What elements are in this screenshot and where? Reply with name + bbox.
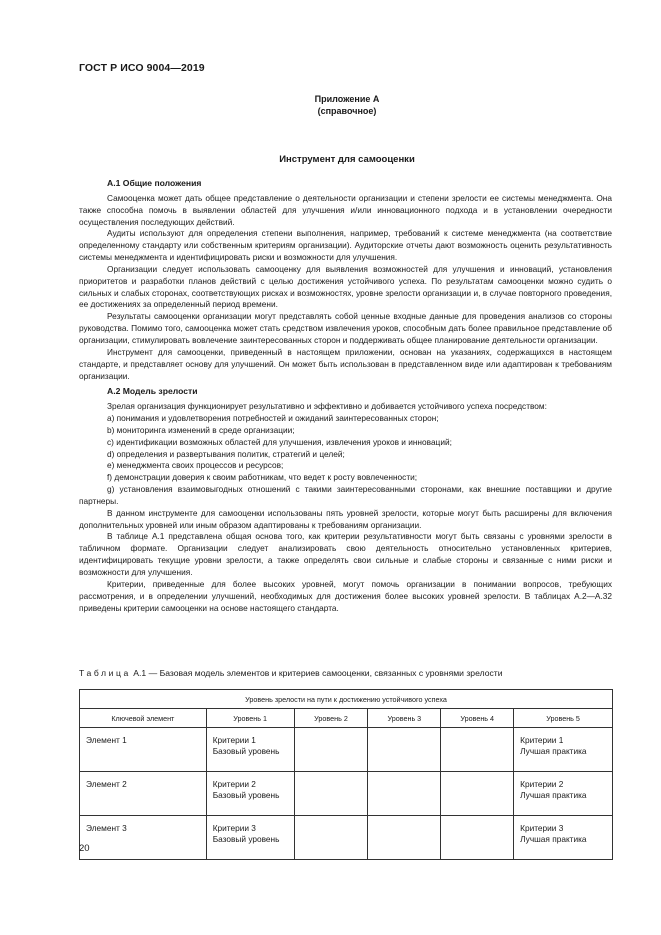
table-row <box>80 772 613 816</box>
level2-cell <box>294 816 368 860</box>
level3-cell <box>368 772 441 816</box>
level3-cell <box>368 728 441 772</box>
level-note: Лучшая практика <box>520 790 587 800</box>
level-note: Базовый уровень <box>212 746 280 756</box>
table-caption <box>79 668 503 678</box>
level5-cell <box>514 816 613 860</box>
main-title: Инструмент для самооценки <box>279 154 415 165</box>
document-header: ГОСТ Р ИСО 9004—2019 <box>79 62 205 74</box>
column-header: Уровень 1 <box>206 709 294 728</box>
list-item: f) демонстрации доверия к своим работникам, что ведет к росту вовлеченности; <box>107 472 418 483</box>
table-row <box>80 728 613 772</box>
paragraph: Организации следует использовать самооценку для выявления возможностей для улучшения и инноваций, установления приоритетов и разработки планов действий с целью достижения устойчивого успеха. По результатам самооценки можно судить о сильных и слабых сторонах, соответствующих рисках и возможностях, уровне зрелости организации и, в случае повторного проведения, ее достижениях за определенный период времени. <box>79 263 612 310</box>
column-header: Уровень 4 <box>441 709 514 728</box>
paragraph: Критерии, приведенные для более высоких уровней, могут помочь организации в понимании вопросов, требующих рассмотрения, и в определении улучшений, необходимых для достижения более высоких уровней зрелости. В таблицах А.2—А.32 приведены критерии самооценки на основе настоящего стандарта. <box>79 578 612 613</box>
element-cell: Элемент 2 <box>80 772 207 816</box>
appendix-heading <box>0 93 661 117</box>
maturity-table <box>79 689 613 860</box>
level4-cell <box>441 816 514 860</box>
list-item: a) понимания и удовлетворения потребностей и ожиданий заинтересованных сторон; <box>107 413 439 424</box>
table-caption-text: А.1 — Базовая модель элементов и критериев самооценки, связанных с уровнями зрелости <box>133 668 503 678</box>
element-cell: Элемент 3 <box>80 816 207 860</box>
column-header: Уровень 2 <box>294 709 368 728</box>
table-super-header: Уровень зрелости на пути к достижению устойчивого успеха <box>80 690 613 709</box>
table-caption-label: Таблица <box>79 668 131 678</box>
section-a1-heading: А.1 Общие положения <box>107 178 202 188</box>
criteria-text: Критерии 3 <box>520 823 564 833</box>
level4-cell <box>441 772 514 816</box>
criteria-text: Критерии 2 <box>212 779 256 789</box>
level-note: Базовый уровень <box>212 834 280 844</box>
level1-cell <box>206 772 294 816</box>
level3-cell <box>368 816 441 860</box>
level5-cell <box>514 728 613 772</box>
level4-cell <box>441 728 514 772</box>
list-item: b) мониторинга изменений в среде организации; <box>107 424 295 435</box>
criteria-text: Критерии 2 <box>520 779 564 789</box>
paragraph: Зрелая организация функционирует результативно и эффективно и добивается устойчивого успеха посредством: <box>107 401 547 412</box>
criteria-text: Критерии 1 <box>212 735 256 745</box>
paragraph: В данном инструменте для самооценки использованы пять уровней зрелости, которые могут быть расширены для включения дополнительных уровней или иным образом адаптированы к требованиям организации. <box>79 507 612 530</box>
appendix-subtitle: (справочное) <box>317 106 377 116</box>
column-header: Уровень 3 <box>368 709 441 728</box>
level5-cell <box>514 772 613 816</box>
paragraph: Самооценка может дать общее представление о деятельности организации и степени зрелости ее системы менеджмента. Она также способна помочь в выявлении областей для улучшения и/или инновационного подхода и в установлении очередности осуществления последующих действий. <box>79 192 612 227</box>
paragraph: Результаты самооценки организации могут представлять собой ценные входные данные для проведения анализов со стороны руководства. Помимо того, самооценка может стать средством извлечения уроков, способным дать более правильное представление об организации, стимулировать вовлечение заинтересованных сторон и поддерживать общее планирование деятельности организации. <box>79 311 612 345</box>
element-cell: Элемент 1 <box>80 728 207 772</box>
level1-cell <box>206 816 294 860</box>
level-note: Базовый уровень <box>212 790 280 800</box>
paragraph: Инструмент для самооценки, приведенный в настоящем приложении, основан на указаниях, содержащихся в настоящем стандарте, и представляет основу для улучшений. Он может быть использован в представленном виде или адаптирован к требованиям организации. <box>79 346 612 381</box>
appendix-title: Приложение А <box>314 94 380 104</box>
section-a2-heading: А.2 Модель зрелости <box>107 386 198 397</box>
page-number: 20 <box>79 843 90 854</box>
list-item: g) установления взаимовыгодных отношений с такими заинтересованными сторонами, как внешние поставщики и другие партнеры. <box>79 484 612 506</box>
level-note: Лучшая практика <box>520 746 587 756</box>
level1-cell <box>206 728 294 772</box>
level2-cell <box>294 772 368 816</box>
paragraph: В таблице А.1 представлена общая основа того, как критерии результативности могут быть связаны с уровнями зрелости в табличном формате. Организации следует анализировать свою деятельность относительно установленных критериев, идентифицировать текущие уровни зрелости, а также определять свои сильные и слабые стороны и связанные с ними риски и возможности для улучшения. <box>79 531 612 577</box>
paragraph: Аудиты используют для определения степени выполнения, например, требований к системе менеджмента (на соответствие определенному стандарту или собственным критериям организации). Аудиторские отчеты дают возможность оценить результативность системы менеджмента и идентифицировать риски и возможности для улучшения. <box>79 228 612 263</box>
table-row <box>80 816 613 860</box>
body-content <box>79 178 612 614</box>
column-header: Уровень 5 <box>514 709 613 728</box>
level2-cell <box>294 728 368 772</box>
level-note: Лучшая практика <box>520 834 587 844</box>
list-item: d) определения и развертывания политик, стратегий и целей; <box>107 448 345 459</box>
criteria-text: Критерии 3 <box>212 823 256 833</box>
criteria-text: Критерии 1 <box>520 735 564 745</box>
column-header: Ключевой элемент <box>80 709 207 728</box>
list-item: c) идентификации возможных областей для улучшения, извлечения уроков и инноваций; <box>107 436 452 447</box>
list-item: e) менеджмента своих процессов и ресурсов; <box>107 460 284 471</box>
